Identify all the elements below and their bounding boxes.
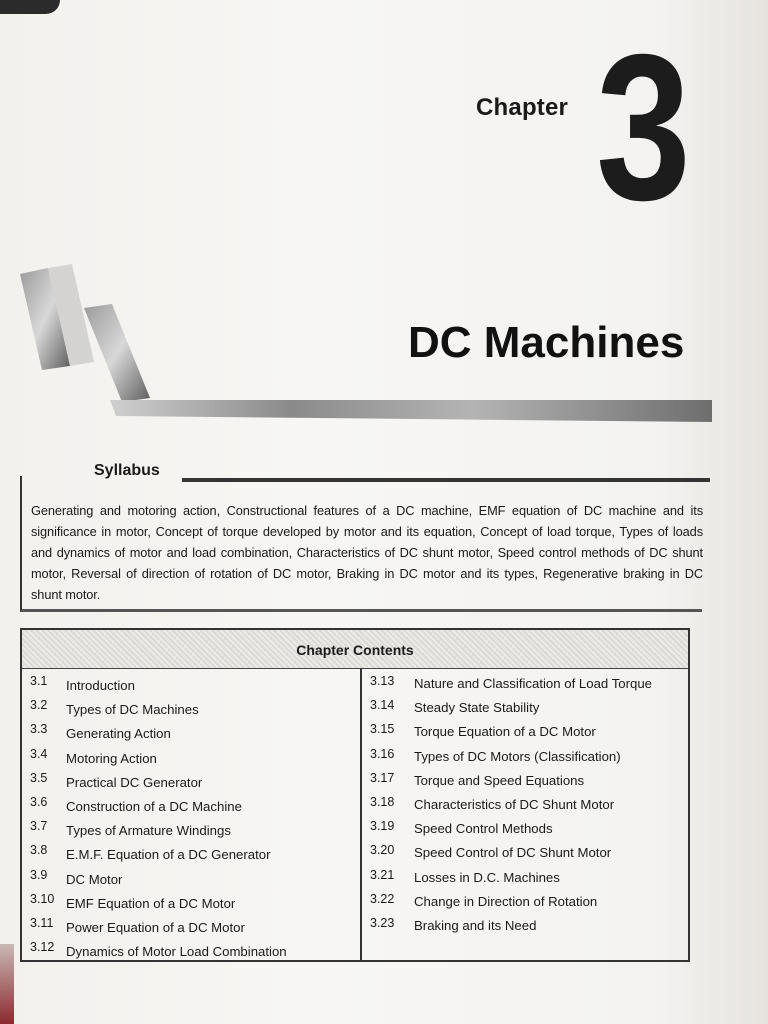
item-label: Types of DC Motors (Classification) (414, 748, 621, 764)
item-number: 3.13 (370, 674, 395, 688)
item-label: Construction of a DC Machine (66, 798, 242, 814)
item-label: Torque and Speed Equations (414, 772, 585, 788)
item-label: Speed Control of DC Shunt Motor (414, 845, 612, 861)
item-number: 3.19 (370, 819, 395, 834)
item-label: Braking and its Need (414, 917, 537, 933)
item-number: 3.16 (370, 746, 395, 761)
item-label: Nature and Classification of Load Torque (414, 676, 653, 691)
syllabus-text: Generating and motoring action, Constructional features of a DC machine, EMF equation of DC machine and its significance in motor, Concept of torque developed by motor and its equation, Concept of load torque, Types of loads and dynamics of motor and load combination, Characteristics of DC shunt motor, Speed control methods of DC shunt motor, Reversal of direction of rotation of DC motor, Braking in DC motor and its types, Regenerative braking in DC shunt motor. (31, 503, 703, 602)
syllabus-heading: Syllabus (94, 462, 160, 479)
item-number: 3.2 (30, 698, 48, 713)
item-label: Generating Action (66, 726, 171, 742)
item-number: 3.4 (30, 746, 48, 761)
item-number: 3.10 (30, 891, 55, 906)
item-label: Characteristics of DC Shunt Motor (414, 796, 615, 812)
item-label: Types of DC Machines (66, 702, 199, 718)
item-number: 3.9 (30, 867, 48, 882)
item-number: 3.21 (370, 867, 395, 882)
item-number: 3.18 (370, 794, 395, 809)
item-label: Motoring Action (66, 750, 157, 766)
decor-stripe-3 (84, 304, 150, 402)
contents-header (22, 630, 688, 669)
item-number: 3.3 (30, 722, 48, 737)
chapter-contents-table (20, 628, 690, 962)
item-label: EMF Equation of a DC Motor (66, 895, 236, 911)
item-number: 3.11 (30, 915, 54, 930)
item-label: Dynamics of Motor Load Combination (66, 944, 287, 960)
item-label: Types of Armature Windings (66, 823, 231, 839)
title-underline-bar (110, 400, 712, 422)
item-number: 3.17 (370, 770, 395, 785)
item-number: 3.5 (30, 770, 48, 785)
item-label: Speed Control Methods (414, 821, 553, 837)
chapter-number: 3 (596, 12, 691, 244)
item-number: 3.8 (30, 843, 48, 858)
item-number: 3.7 (30, 819, 48, 834)
item-label: Practical DC Generator (66, 774, 203, 790)
item-label: DC Motor (66, 871, 123, 887)
item-label: Power Equation of a DC Motor (66, 919, 245, 935)
chapter-label: Chapter (476, 94, 569, 121)
page-corner-shadow (0, 0, 60, 14)
item-label: Introduction (66, 678, 135, 693)
contents-title: Chapter Contents (296, 642, 414, 658)
syllabus-rule (182, 478, 710, 482)
item-label: Losses in D.C. Machines (414, 869, 560, 885)
item-label: E.M.F. Equation of a DC Generator (66, 847, 271, 863)
item-number: 3.20 (370, 843, 395, 858)
item-number: 3.6 (30, 794, 48, 809)
page-edge-binding (0, 944, 14, 1024)
item-number: 3.1 (30, 674, 48, 688)
contents-column-divider (360, 668, 362, 960)
item-label: Torque Equation of a DC Motor (414, 724, 596, 740)
item-label: Steady State Stability (414, 700, 540, 716)
item-number: 3.22 (370, 891, 395, 906)
item-number: 3.15 (370, 722, 395, 737)
item-label: Change in Direction of Rotation (414, 893, 598, 909)
item-number: 3.14 (370, 698, 395, 713)
chapter-title: DC Machines (408, 318, 685, 367)
item-number: 3.23 (370, 915, 395, 930)
item-number: 3.12 (30, 940, 55, 955)
